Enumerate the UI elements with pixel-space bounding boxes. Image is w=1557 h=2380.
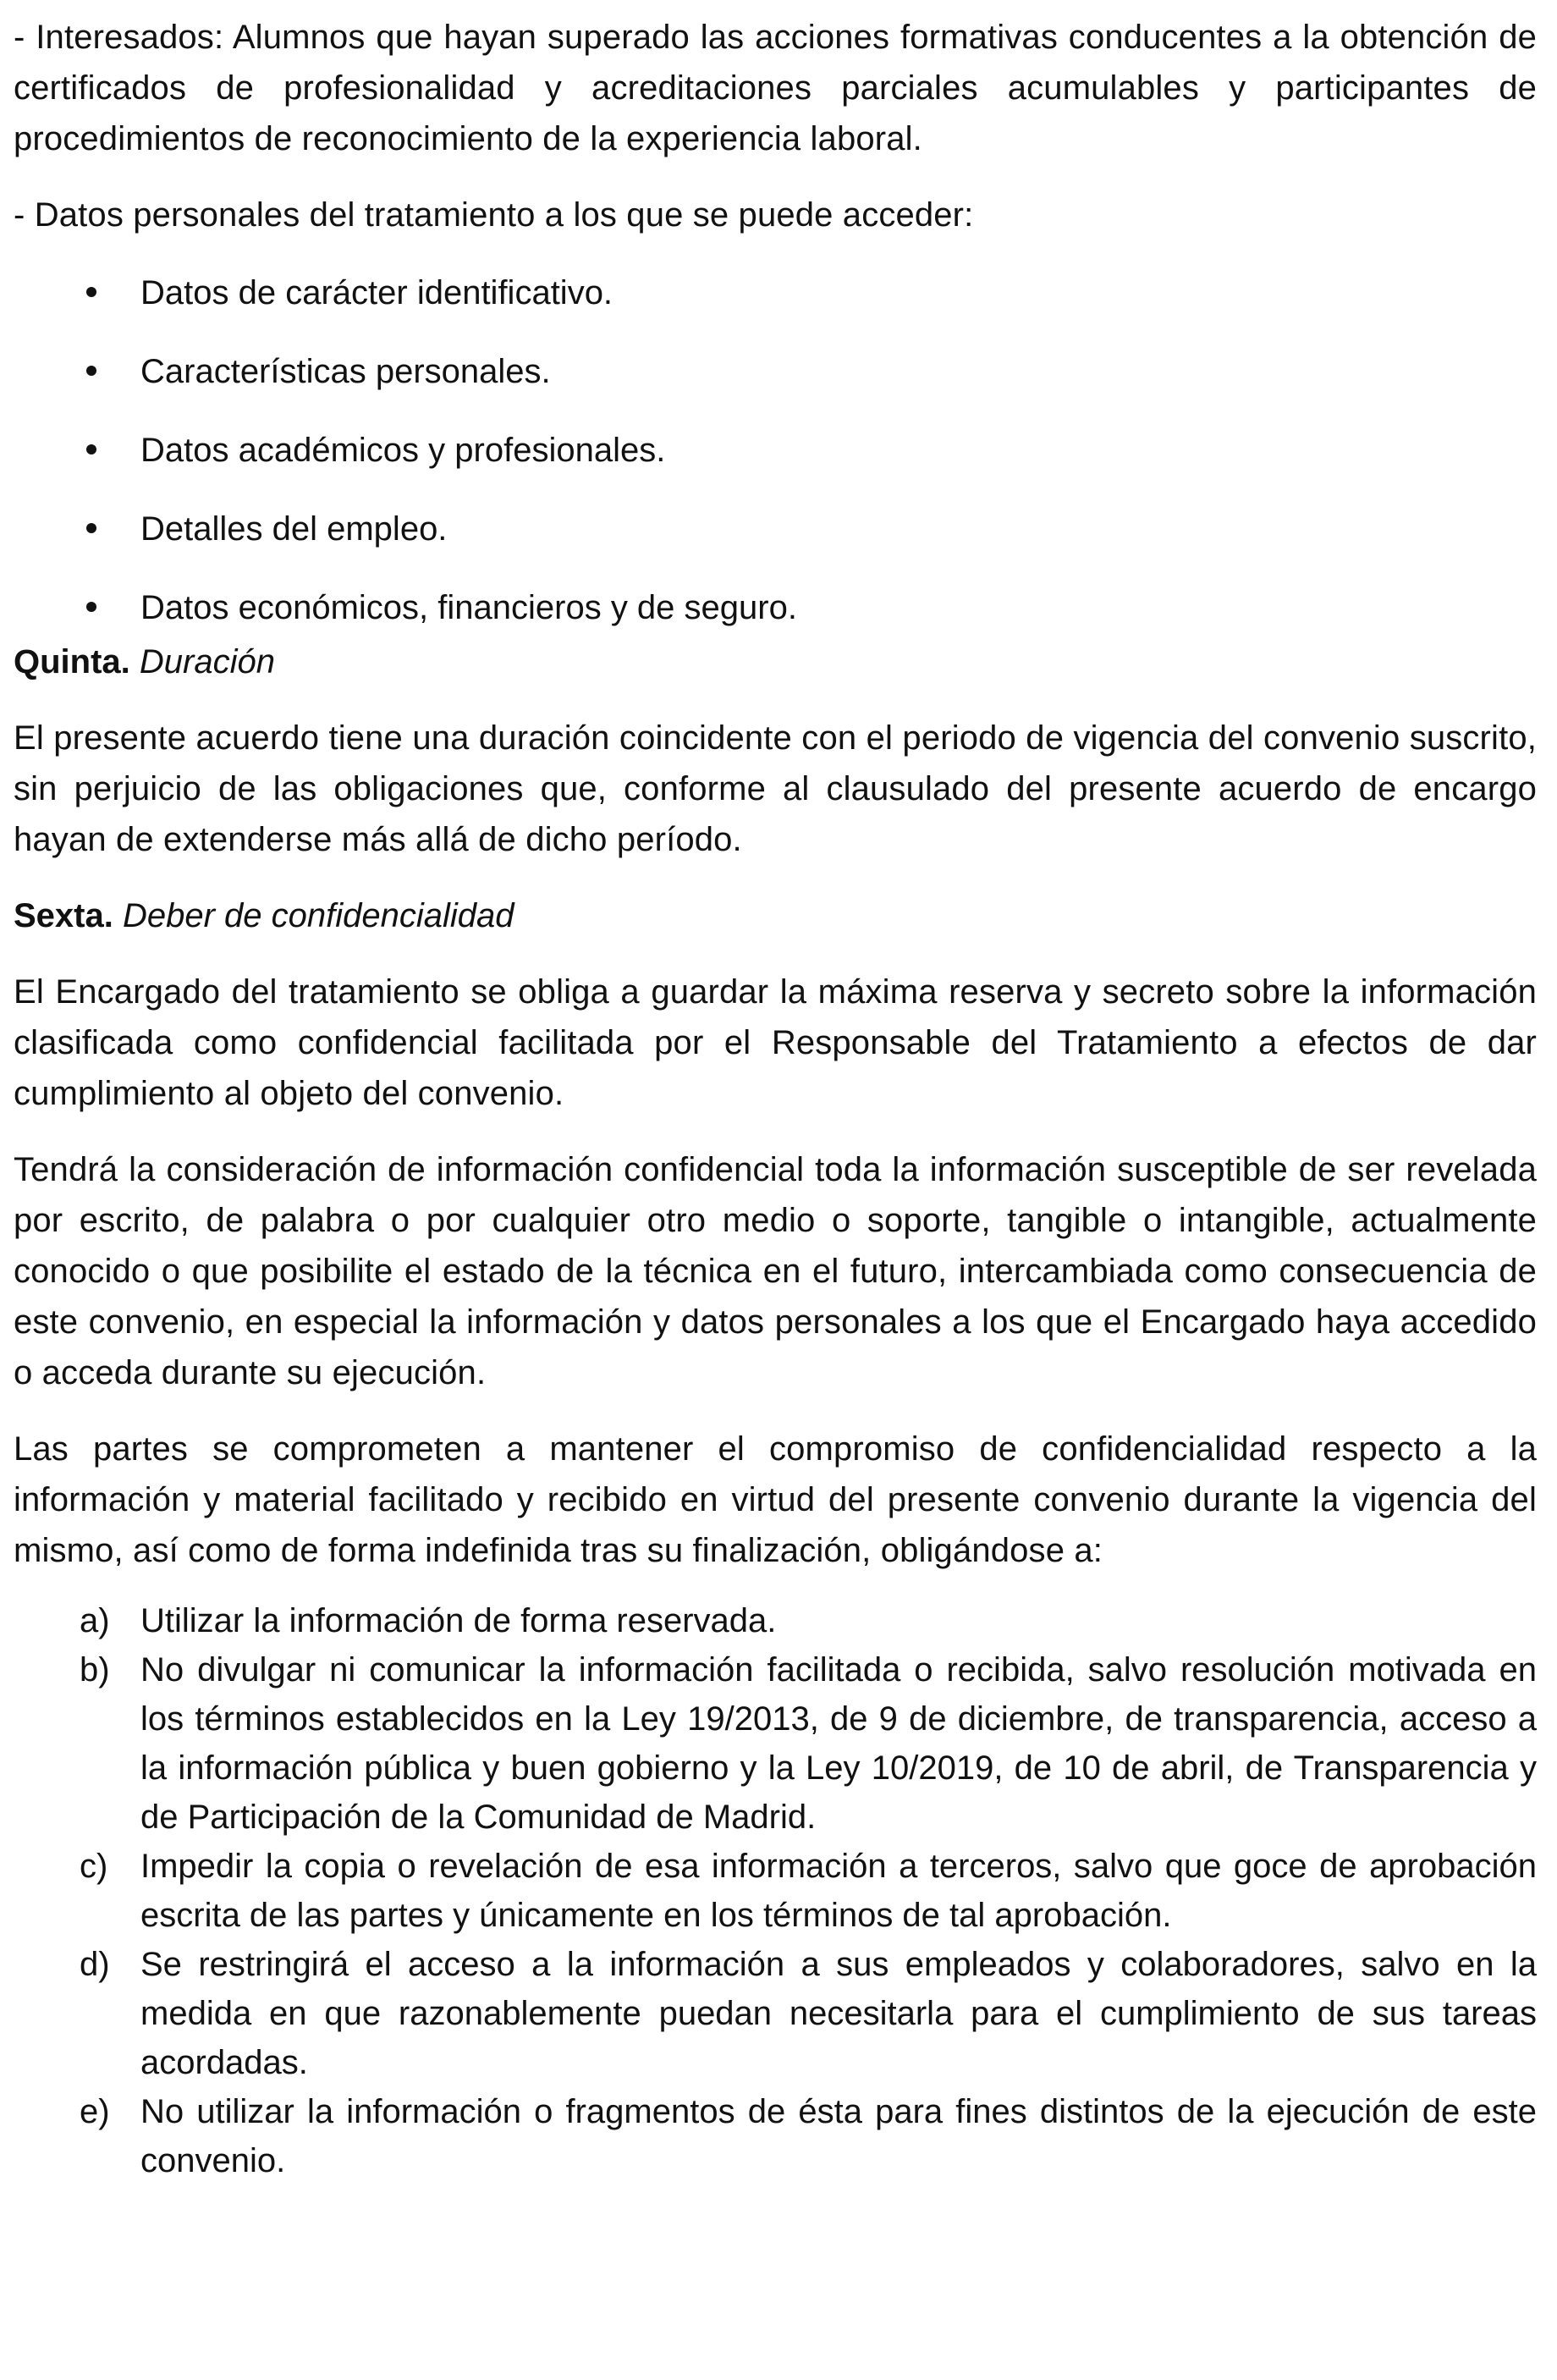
bullet-icon [86,366,96,376]
list-item: a) Utilizar la información de forma reservada. [14,1596,1537,1645]
bullet-icon [86,602,96,612]
list-marker: b) [80,1651,110,1689]
datos-bullet-list [14,267,1537,633]
confidencialidad-paragraph-3: Las partes se comprometen a mantener el compromiso de confidencialidad respecto a la información y material facilitado y recibido en virtud del presente convenio durante la vigencia del mismo, así como de forma indefinida tras su finalización, obligándose a: [14,1430,1537,1569]
list-item: e) No utilizar la información o fragmentos de ésta para fines distintos de la ejecución de este convenio. [14,2087,1537,2185]
list-marker: d) [80,1946,110,1983]
list-item: Datos académicos y profesionales. [14,425,1537,476]
section-label: Sexta. [14,897,113,934]
section-title: Duración [139,643,275,680]
list-item: Detalles del empleo. [14,504,1537,554]
list-item: c) Impedir la copia o revelación de esa información a terceros, salvo que goce de aprobación escrita de las partes y únicamente en los términos de tal aprobación. [14,1842,1537,1940]
obligations-list [14,1596,1537,2185]
confidencialidad-paragraph-1: El Encargado del tratamiento se obliga a guardar la máxima reserva y secreto sobre la información clasificada como confidencial facilitada por el Responsable del Tratamiento a efectos de dar cumplimiento al objeto del convenio. [14,973,1537,1112]
section-title: Deber de confidencialidad [122,897,514,934]
bullet-icon [86,444,96,455]
datos-intro-paragraph: - Datos personales del tratamiento a los que se puede acceder: [14,196,974,234]
section-label: Quinta. [14,643,130,680]
duracion-paragraph: El presente acuerdo tiene una duración coincidente con el periodo de vigencia del convenio suscrito, sin perjuicio de las obligaciones que, conforme al clausulado del presente acuerdo de encargo hayan de extenderse más allá de dicho período. [14,719,1537,858]
list-marker: a) [80,1602,110,1639]
section-heading-sexta [14,890,1537,941]
section-heading-quinta [14,636,1537,687]
confidencialidad-paragraph-2: Tendrá la consideración de información confidencial toda la información susceptible de ser revelada por escrito, de palabra o por cualquier otro medio o soporte, tangible o intangible, actualmente conocido o que posibilite el estado de la técnica en el futuro, intercambiada como consecuencia de este convenio, en especial la información y datos personales a los que el Encargado haya accedido o acceda durante su ejecución. [14,1151,1537,1391]
bullet-icon [86,287,96,297]
interesados-paragraph: - Interesados: Alumnos que hayan superado las acciones formativas conducentes a la obtención de certificados de profesionalidad y acreditaciones parciales acumulables y participantes de procedimientos de reconocimiento de la experiencia laboral. [14,19,1537,157]
list-item: Datos de carácter identificativo. [14,267,1537,318]
list-marker: e) [80,2093,110,2130]
list-item: d) Se restringirá el acceso a la información a sus empleados y colaboradores, salvo en la medida en que razonablemente puedan necesitarla para el cumplimiento de sus tareas acordadas. [14,1940,1537,2087]
bullet-icon [86,523,96,533]
list-item: b) No divulgar ni comunicar la información facilitada o recibida, salvo resolución motivada en los términos establecidos en la Ley 19/2013, de 9 de diciembre, de transparencia, acceso a la información pública y buen gobierno y la Ley 10/2019, de 10 de abril, de Transparencia y de Participación de la Comunidad de Madrid. [14,1645,1537,1842]
list-item: Datos económicos, financieros y de seguro. [14,582,1537,633]
list-marker: c) [80,1848,108,1885]
list-item: Características personales. [14,346,1537,397]
